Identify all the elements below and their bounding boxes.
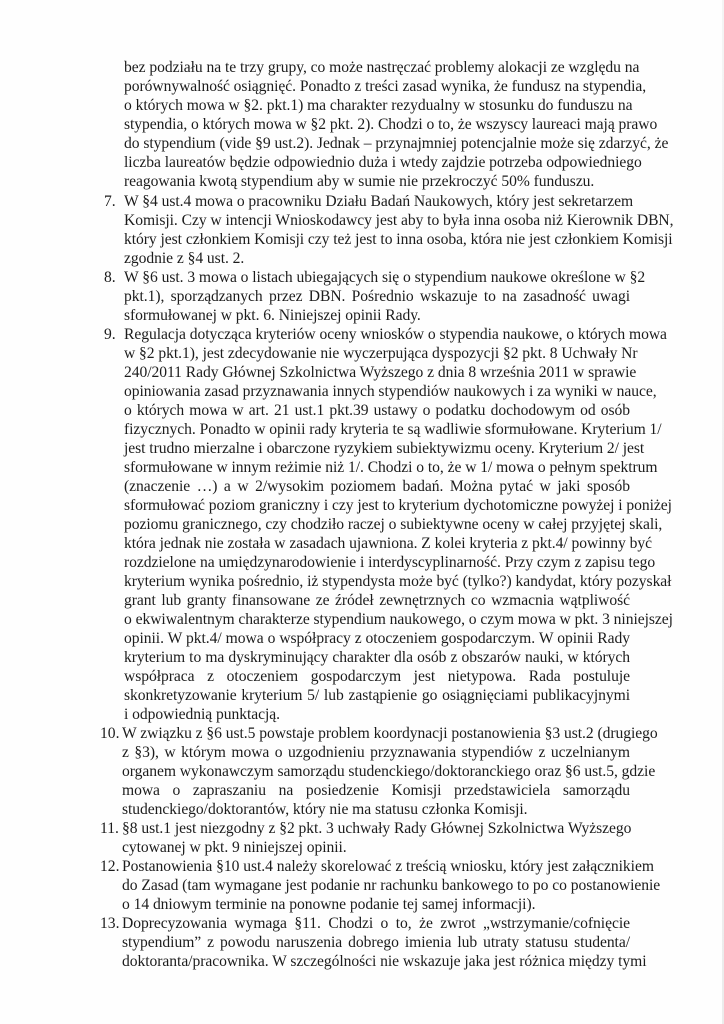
text-line: doktoranta/pracownika. W szczególności nie wskazuje jaka jest różnica między tymi	[122, 953, 647, 970]
text-line: bez podziału na te trzy grupy, co może nastręczać problemy alokacji ze względu na	[124, 59, 640, 76]
text-line: grant lub granty finansowane ze źródeł zewnętrznych co wzmacnia wątpliwość	[124, 592, 630, 609]
text-line: liczba laureatów będzie odpowiednio duża i wtedy zajdzie potrzeba odpowiedniego	[124, 154, 642, 171]
text-line: skonkretyzowanie kryterium 5/ lub zastąpienie go osiągnięciami publikacyjnymi	[124, 687, 630, 704]
text-line: do stypendium (vide §9 ust.2). Jednak – przynajmniej potencjalnie może się zdarzyć, że	[124, 135, 669, 152]
text-line: Komisji. Czy w intencji Wnioskodawcy jest aby to była inna osoba niż Kierownik DBN,	[124, 212, 674, 229]
text-line: sformułowanej w pkt. 6. Niniejszej opinii Rady.	[124, 307, 421, 324]
text-line: pkt.1), sporządzanych przez DBN. Pośrednio wskazuje to na zasadność uwagi	[124, 288, 630, 305]
text-line: Regulacja dotycząca kryteriów oceny wniosków o stypendia naukowe, o których mowa	[124, 326, 667, 343]
text-line: opinii. W pkt.4/ mowa o współpracy z otoczeniem gospodarczym. W opinii Rady	[124, 630, 630, 647]
text-line: mowa o zapraszaniu na posiedzenie Komisji przedstawiciela samorządu	[122, 782, 630, 799]
text-line: kryterium wynika pośrednio, iż stypendysta może być (tylko?) kandydat, który pozyskał	[124, 573, 672, 590]
text-line: opiniowania zasad przyznawania innych stypendiów naukowych i za wyniki w nauce,	[124, 383, 657, 400]
text-line: reagowania kwotą stypendium aby w sumie nie przekroczyć 50% funduszu.	[124, 173, 595, 190]
text-line: rozdzielone na umiędzynarodowienie i interdyscyplinarność. Przy czym z zapisu tego	[124, 554, 656, 571]
text-line: kryterium to ma dyskryminujący charakter dla osób z obszarów nauki, w których	[124, 649, 630, 666]
text-line: W §4 ust.4 mowa o pracowniku Działu Badań Naukowych, który jest sekretarzem	[124, 193, 634, 210]
text-line: W §6 ust. 3 mowa o listach ubiegających się o stypendium naukowe określone w §2	[124, 269, 646, 286]
text-line: o 14 dniowym terminie na ponowne podanie tej samej informacji).	[122, 896, 536, 913]
text-line: stypendium” z powodu naruszenia dobrego imienia lub utraty statusu studenta/	[122, 934, 630, 951]
text-line: o których mowa w §2. pkt.1) ma charakter rezydualny w stosunku do funduszu na	[124, 97, 633, 114]
list-number: 8.	[104, 269, 116, 286]
text-line: sformułowane w innym reżimie niż 1/. Chodzi o to, że w 1/ mowa o pełnym spektrum	[124, 459, 658, 476]
text-line: zgodnie z §4 ust. 2.	[124, 250, 245, 267]
text-line: §8 ust.1 jest niezgodny z §2 pkt. 3 uchwały Rady Głównej Szkolnictwa Wyższego	[122, 820, 632, 837]
text-line: W związku z §6 ust.5 powstaje problem koordynacji postanowienia §3 ust.2 (drugiego	[122, 725, 658, 742]
text-line: i odpowiednią punktacją.	[124, 706, 280, 723]
text-line: o ekwiwalentnym charakterze stypendium naukowego, o czym mowa w pkt. 3 niniejszej	[124, 611, 673, 628]
text-line: jest trudno mierzalne i obarczone ryzykiem subiektywizmu oceny. Kryterium 2/ jest	[124, 440, 645, 457]
list-number: 13.	[100, 915, 120, 932]
text-line: cytowanej w pkt. 9 niniejszej opinii.	[122, 839, 347, 856]
text-line: o których mowa w art. 21 ust.1 pkt.39 ustawy o podatku dochodowym od osób	[124, 402, 630, 419]
text-line: fizycznych. Ponadto w opinii rady kryteria te są wadliwie sformułowane. Kryterium 1/	[124, 421, 662, 438]
list-number: 12.	[100, 858, 120, 875]
text-line: sformułować poziom graniczny i czy jest to kryterium dychotomiczne powyżej i poniżej	[124, 497, 672, 514]
text-line: stypendia, o których mowa w §2 pkt. 2). Chodzi o to, że wszyscy laureaci mają prawo	[124, 116, 658, 133]
text-line: Postanowienia §10 ust.4 należy skorelować z treścią wniosku, który jest załącznikiem	[122, 858, 654, 875]
text-line: współpraca z otoczeniem gospodarczym jest nietypowa. Rada postuluje	[124, 668, 630, 685]
text-line: studenckiego/doktorantów, który nie ma statusu członka Komisji.	[122, 801, 528, 818]
text-line: z §3), w którym mowa o uzgodnieniu przyznawania stypendiów z uczelnianym	[122, 744, 630, 761]
text-line: organem wykonawczym samorządu studenckiego/doktoranckiego oraz §6 ust.5, gdzie	[122, 763, 656, 780]
text-line: (znaczenie …) a w 2/wysokim poziomem badań. Można pytać w jaki sposób	[124, 478, 630, 495]
text-line: który jest członkiem Komisji czy też jest to inna osoba, która nie jest członkiem Komisji	[124, 231, 673, 248]
text-line: do Zasad (tam wymagane jest podanie nr rachunku bankowego to po co postanowienie	[122, 877, 661, 894]
text-line: która jednak nie została w zasadach ujawniona. Z kolei kryteria z pkt.4/ powinny być	[124, 535, 652, 552]
list-number: 7.	[104, 193, 116, 210]
list-number: 10.	[100, 725, 120, 742]
text-line: porównywalność osiągnięć. Ponadto z treści zasad wynika, że fundusz na stypendia,	[124, 78, 647, 95]
list-number: 11.	[100, 820, 119, 837]
text-line: poziomu granicznego, czy chodziło raczej o subiektywne oceny w całej przyjętej skali,	[124, 516, 663, 533]
list-number: 9.	[104, 326, 116, 343]
text-line: w §2 pkt.1), jest zdecydowanie nie wyczerpująca dyspozycji §2 pkt. 8 Uchwały Nr	[124, 345, 638, 362]
text-line: Doprecyzowania wymaga §11. Chodzi o to, że zwrot „wstrzymanie/cofnięcie	[122, 915, 630, 932]
text-line: 240/2011 Rady Głównej Szkolnictwa Wyższego z dnia 8 września 2011 w sprawie	[124, 364, 637, 381]
